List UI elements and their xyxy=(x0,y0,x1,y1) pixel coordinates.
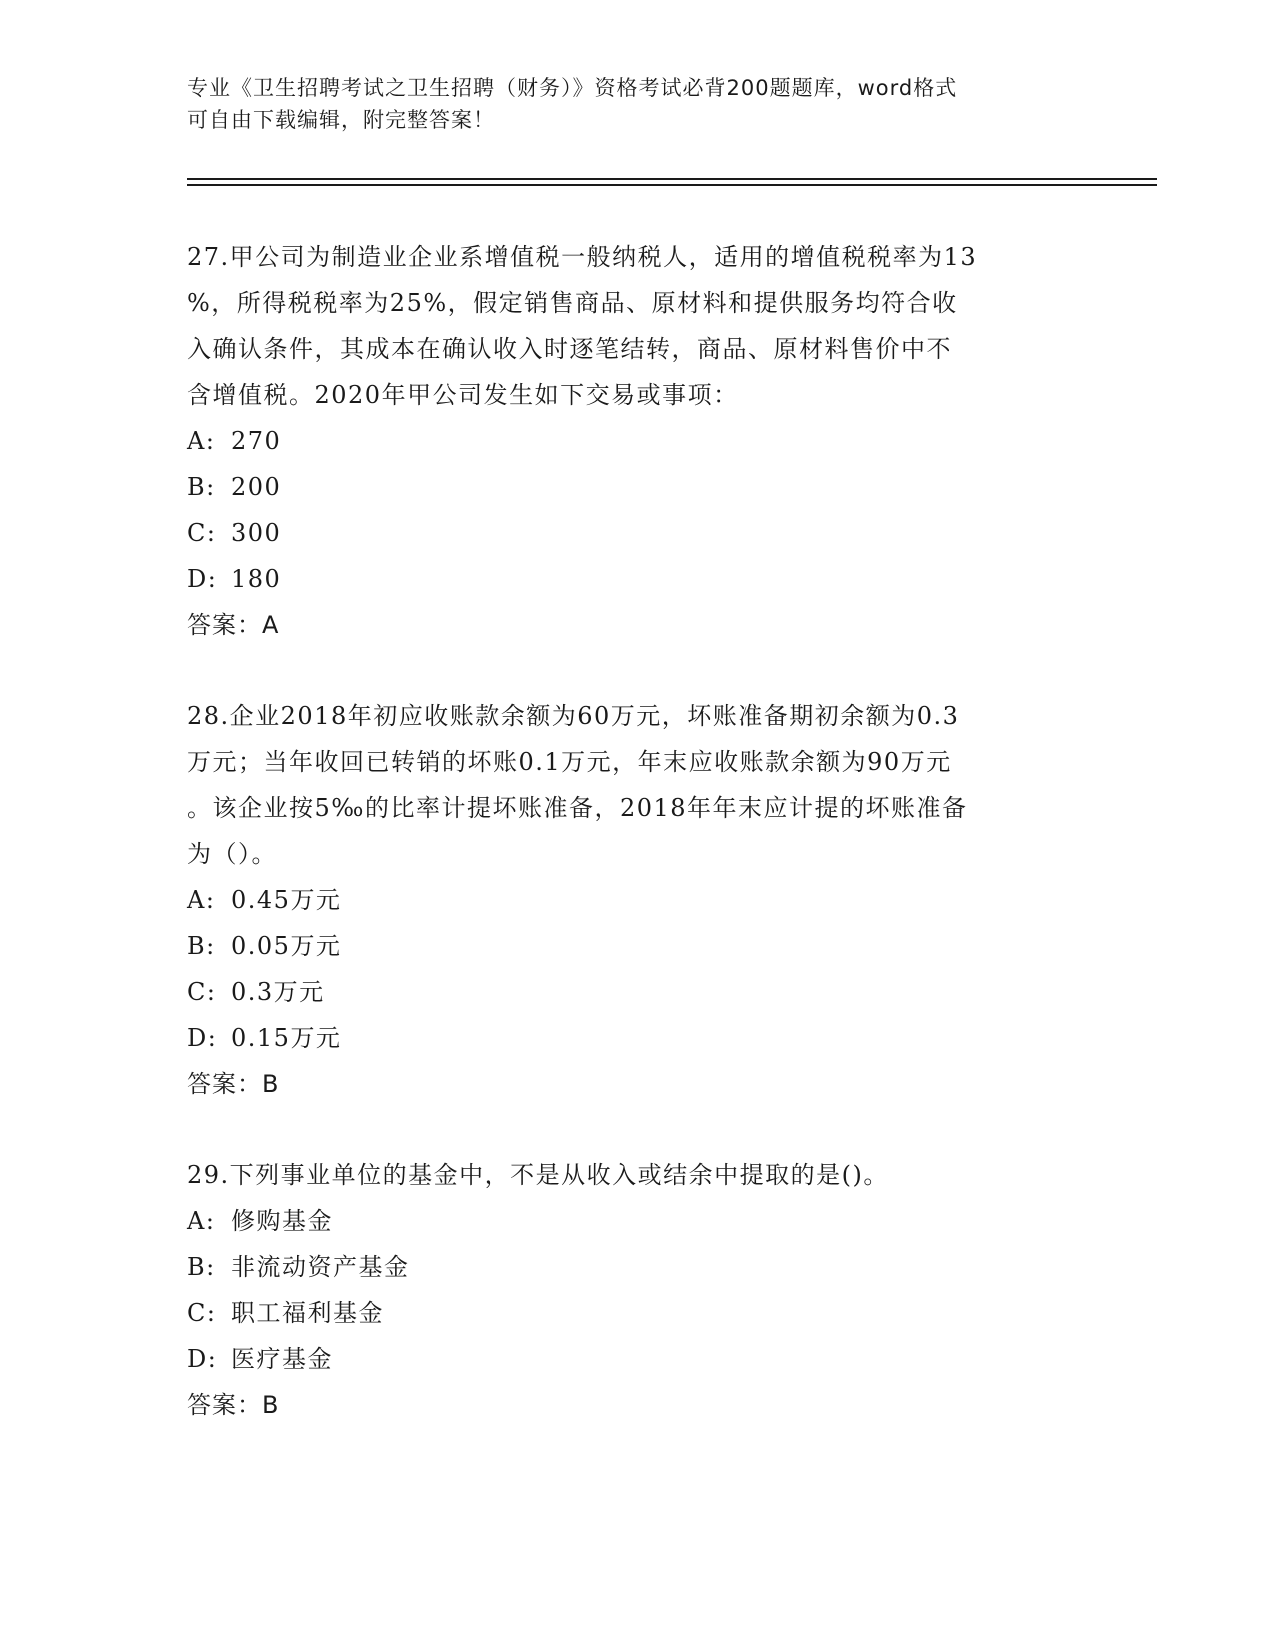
option-letter: D: xyxy=(187,1345,218,1373)
question-stem-line: 万元；当年收回已转销的坏账0.1万元，年末应收账款余额为90万元 xyxy=(187,748,952,776)
option-a xyxy=(187,418,1092,464)
option-text: 300 xyxy=(231,519,282,547)
document-header xyxy=(187,72,1087,136)
option-c xyxy=(187,969,1092,1015)
question-stem-line: 27.甲公司为制造业企业系增值税一般纳税人，适用的增值税税率为13 xyxy=(187,243,978,271)
option-text: 0.45万元 xyxy=(231,886,342,914)
question-stem-line: 。该企业按5‰的比率计提坏账准备，2018年年末应计提的坏账准备 xyxy=(187,794,968,822)
question-stem-line: %，所得税税率为25%，假定销售商品、原材料和提供服务均符合收 xyxy=(187,289,958,317)
option-d xyxy=(187,1015,1092,1061)
option-letter: C: xyxy=(187,1299,217,1327)
option-text: 医疗基金 xyxy=(231,1345,333,1373)
option-letter: B: xyxy=(187,1253,216,1281)
question-stem-line: 含增值税。2020年甲公司发生如下交易或事项： xyxy=(187,381,739,409)
question-stem-line: 入确认条件，其成本在确认收入时逐笔结转，商品、原材料售价中不 xyxy=(187,335,952,363)
option-letter: B: xyxy=(187,473,216,501)
option-letter: D: xyxy=(187,1024,218,1052)
question-stem-line: 为（）。 xyxy=(187,840,277,868)
header-divider-bottom xyxy=(187,184,1157,186)
answer-line: 答案：B xyxy=(187,1391,280,1419)
answer-line: 答案：B xyxy=(187,1070,280,1098)
option-text: 0.15万元 xyxy=(231,1024,342,1052)
option-letter: A: xyxy=(187,427,216,455)
option-b xyxy=(187,1244,1092,1290)
question-stem-line: 29.下列事业单位的基金中，不是从收入或结余中提取的是()。 xyxy=(187,1161,889,1189)
option-c xyxy=(187,1290,1092,1336)
option-b xyxy=(187,464,1092,510)
option-text: 270 xyxy=(231,427,282,455)
header-divider-top xyxy=(187,178,1157,180)
option-text: 0.3万元 xyxy=(231,978,325,1006)
question-27 xyxy=(187,234,1092,648)
header-title-line-2: 可自由下载编辑，附完整答案！ xyxy=(187,108,495,132)
option-text: 0.05万元 xyxy=(231,932,342,960)
option-letter: C: xyxy=(187,978,217,1006)
question-28 xyxy=(187,693,1092,1107)
option-a xyxy=(187,877,1092,923)
option-a xyxy=(187,1198,1092,1244)
option-letter: C: xyxy=(187,519,217,547)
option-d xyxy=(187,556,1092,602)
answer-line: 答案：A xyxy=(187,611,280,639)
option-d xyxy=(187,1336,1092,1382)
option-b xyxy=(187,923,1092,969)
option-letter: B: xyxy=(187,932,216,960)
option-text: 200 xyxy=(231,473,282,501)
option-c xyxy=(187,510,1092,556)
option-letter: D: xyxy=(187,565,218,593)
header-title-line-1: 专业《卫生招聘考试之卫生招聘（财务）》资格考试必背200题题库，word格式 xyxy=(187,76,958,100)
option-text: 180 xyxy=(231,565,282,593)
option-letter: A: xyxy=(187,1207,216,1235)
option-text: 非流动资产基金 xyxy=(231,1253,410,1281)
option-text: 职工福利基金 xyxy=(231,1299,384,1327)
option-text: 修购基金 xyxy=(231,1207,333,1235)
question-29 xyxy=(187,1152,1092,1428)
question-stem-line: 28.企业2018年初应收账款余额为60万元，坏账准备期初余额为0.3 xyxy=(187,702,960,730)
option-letter: A: xyxy=(187,886,216,914)
